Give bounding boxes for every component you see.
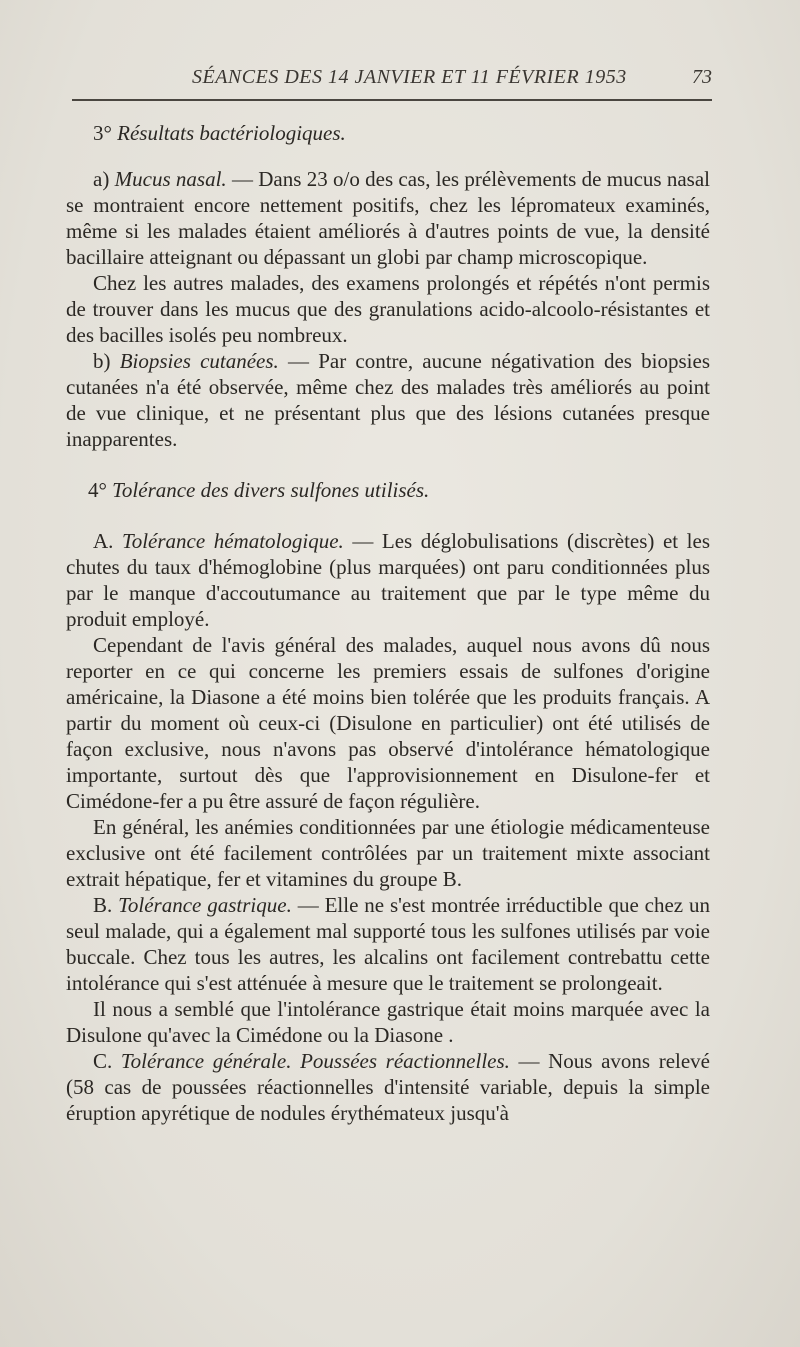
paragraph-text: — Nous avons relevé (58 cas de poussées réactionnelles d'intensité variable, depuis la simple éruption apyrétique de nodules érythémateux jusqu'à bbox=[66, 1049, 710, 1125]
paragraph-diasone bbox=[66, 632, 710, 814]
item-label: A. bbox=[93, 529, 114, 553]
item-label: a) bbox=[93, 167, 110, 191]
running-header bbox=[72, 66, 712, 96]
paragraph-text: — Dans 23 o/o des cas, les prélèvements de mucus nasal se montraient encore nettement positifs, chez les lépromateux examinés, même si les malades étaient améliorés à d'autres points de vue, la densité bacillaire atteignant ou dépassant un globi par champ microscopique. bbox=[66, 167, 710, 269]
paragraph-anemias bbox=[66, 814, 710, 892]
item-title: Tolérance gastrique. bbox=[118, 893, 292, 917]
header-rule bbox=[72, 99, 712, 101]
body-text bbox=[66, 120, 710, 1126]
item-title: Tolérance générale. Poussées réactionnelles. bbox=[120, 1049, 510, 1073]
paragraph-hematologic bbox=[66, 528, 710, 632]
section-title: Résultats bactériologiques. bbox=[117, 121, 346, 145]
paragraph-text: Cependant de l'avis général des malades, auquel nous avons dû nous reporter en ce qui concerne les premiers essais de sulfones d'origine américaine, la Diasone a été moins bien tolérée que les produits français. A partir du moment où ceux-ci (Disulone en particulier) ont été utilisés de façon exclusive, nous n'avons pas observé d'intolérance hématologique importante, surtout dès que l'approvisionnement en Disulone-fer et Cimédone-fer a pu être assuré de façon régulière. bbox=[66, 633, 710, 813]
section-title: Tolérance des divers sulfones utilisés. bbox=[112, 478, 430, 502]
item-title: Mucus nasal. bbox=[114, 167, 227, 191]
item-title: Tolérance hématologique. bbox=[121, 529, 344, 553]
running-title: SÉANCES DES 14 JANVIER ET 11 FÉVRIER 1953 bbox=[192, 66, 627, 88]
item-label: B. bbox=[93, 893, 113, 917]
paragraph-gastric bbox=[66, 892, 710, 996]
section-number: 3° bbox=[93, 121, 112, 145]
paragraph-text: — Par contre, aucune négativation des biopsies cutanées n'a été observée, même chez des malades très améliorés au point de vue clinique, et ne présentant plus que des lésions cutanées presque inapparentes. bbox=[66, 349, 710, 451]
paragraph-other-patients bbox=[66, 270, 710, 348]
section-heading-3 bbox=[66, 120, 710, 146]
paragraph-general-tolerance bbox=[66, 1048, 710, 1126]
paragraph-text: — Les déglobulisations (discrètes) et les chutes du taux d'hémoglobine (plus marquées) ont paru conditionnées plus par le manque d'accoutumance au traitement que par le type même du produit employé. bbox=[66, 529, 710, 631]
section-number: 4° bbox=[88, 478, 107, 502]
paragraph-text: — Elle ne s'est montrée irréductible que chez un seul malade, qui a également mal supporté tous les sulfones utilisés par voie buccale. Chez tous les autres, les alcalins ont facilement contrebattu cette intolérance qui s'est atténuée à mesure que le traitement se prolongeait. bbox=[66, 893, 710, 995]
item-label: b) bbox=[93, 349, 111, 373]
paragraph-biopsies bbox=[66, 348, 710, 452]
item-title: Biopsies cutanées. bbox=[119, 349, 279, 373]
paragraph-text: Il nous a semblé que l'intolérance gastrique était moins marquée avec la Disulone qu'avec la Cimédone ou la Diasone . bbox=[66, 997, 710, 1047]
section-heading-4 bbox=[66, 477, 710, 503]
item-label: C. bbox=[93, 1049, 113, 1073]
paragraph-mucus-nasal bbox=[66, 166, 710, 270]
paragraph-text: Chez les autres malades, des examens prolongés et répétés n'ont permis de trouver dans les mucus que des granulations acido-alcoolo-résistantes et des bacilles isolés peu nombreux. bbox=[66, 271, 710, 347]
paragraph-gastric-comparison bbox=[66, 996, 710, 1048]
page-number: 73 bbox=[692, 66, 712, 88]
paragraph-text: En général, les anémies conditionnées par une étiologie médicamenteuse exclusive ont été facilement contrôlées par un traitement mixte associant extrait hépatique, fer et vitamines du groupe B. bbox=[66, 815, 710, 891]
